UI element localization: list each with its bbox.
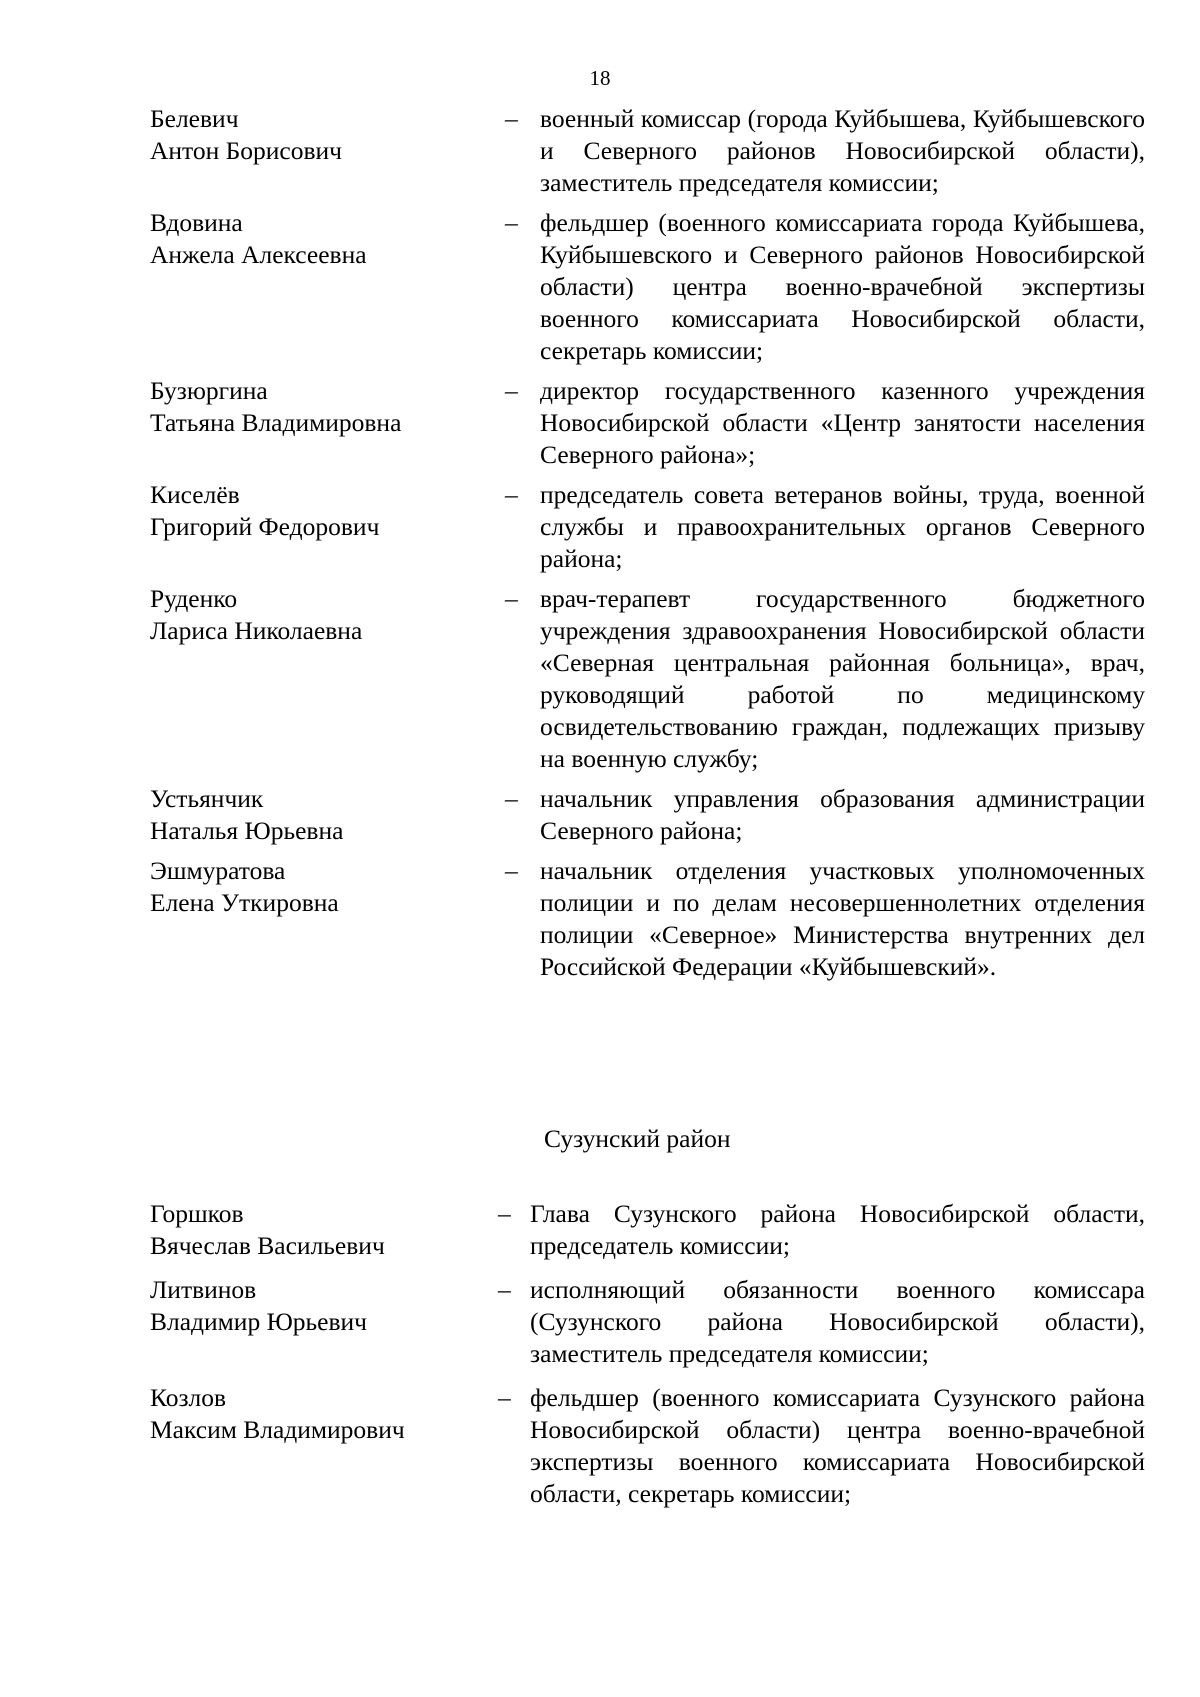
member-given-names: Григорий Федорович <box>150 512 380 541</box>
member-given-names: Лариса Николаевна <box>150 616 363 645</box>
member-name <box>150 375 480 439</box>
member-surname: Эшмуратова <box>150 856 286 885</box>
member-surname: Козлов <box>150 1383 227 1412</box>
member-surname: Бузюргина <box>150 376 268 405</box>
member-surname: Белевич <box>150 104 239 133</box>
member-entry <box>150 375 1150 471</box>
member-position: Глава Сузунского района Новосибирской области, председатель комиссии; <box>530 1199 1145 1260</box>
member-position: исполняющий обязанности военного комиссара (Сузунского района Новосибирской области), заместитель председателя комиссии; <box>530 1275 1145 1368</box>
dash-separator: – <box>505 856 518 885</box>
member-surname: Устьянчик <box>150 784 264 813</box>
dash-separator: – <box>505 480 518 509</box>
member-entry <box>150 783 1150 847</box>
member-name <box>150 1198 480 1262</box>
member-given-names: Анжела Алексеевна <box>150 240 367 269</box>
member-position: военный комиссар (города Куйбышева, Куйбышевского и Северного районов Новосибирской области), заместитель председателя комиссии; <box>540 104 1145 197</box>
member-surname: Горшков <box>150 1199 244 1228</box>
member-entry <box>150 583 1150 775</box>
member-given-names: Антон Борисович <box>150 136 343 165</box>
member-surname: Киселёв <box>150 480 240 509</box>
member-surname: Литвинов <box>150 1275 257 1304</box>
member-entry <box>150 1198 1150 1262</box>
member-name <box>150 1382 480 1446</box>
member-position: начальник отделения участковых уполномоченных полиции и по делам несовершеннолетних отделения полиции «Северное» Министерства внутренних дел Российской Федерации «Куйбышевский». <box>540 856 1145 981</box>
member-position: директор государственного казенного учреждения Новосибирской области «Центр занятости населения Северного района»; <box>540 376 1145 469</box>
dash-separator: – <box>498 1383 511 1412</box>
member-surname: Вдовина <box>150 208 243 237</box>
dash-separator: – <box>505 376 518 405</box>
member-name <box>150 479 480 543</box>
member-given-names: Максим Владимирович <box>150 1415 405 1444</box>
member-entry <box>150 207 1150 367</box>
member-entry <box>150 1274 1150 1370</box>
member-entry <box>150 855 1150 983</box>
dash-separator: – <box>498 1199 511 1228</box>
member-name <box>150 583 480 647</box>
page-number: 18 <box>589 66 611 90</box>
commission-list-northern-district <box>150 103 1150 983</box>
dash-separator: – <box>505 208 518 237</box>
member-name <box>150 1274 480 1338</box>
member-name <box>150 207 480 271</box>
member-name <box>150 103 480 167</box>
member-name <box>150 855 480 919</box>
member-given-names: Татьяна Владимировна <box>150 408 402 437</box>
section-heading: Сузунский район <box>544 1124 731 1153</box>
member-given-names: Елена Уткировна <box>150 888 339 917</box>
member-surname: Руденко <box>150 584 238 613</box>
dash-separator: – <box>498 1275 511 1304</box>
member-position: фельдшер (военного комиссариата города Куйбышева, Куйбышевского и Северного районов Новосибирской области) центра военно-врачебной экспертизы военного комиссариата Новосибирской области, секретарь комиссии; <box>540 208 1145 365</box>
member-position: фельдшер (военного комиссариата Сузунского района Новосибирской области) центра военно-врачебной экспертизы военного комиссариата Новосибирской области, секретарь комиссии; <box>530 1383 1145 1508</box>
member-given-names: Вячеслав Васильевич <box>150 1231 385 1260</box>
member-name <box>150 783 480 847</box>
member-position: врач-терапевт государственного бюджетного учреждения здравоохранения Новосибирской области «Северная центральная районная больница», врач, руководящий работой по медицинскому освидетельствованию граждан, подлежащих призыву на военную службу; <box>540 584 1145 773</box>
member-position: начальник управления образования администрации Северного района; <box>540 784 1145 845</box>
member-position: председатель совета ветеранов войны, труда, военной службы и правоохранительных органов Северного района; <box>540 480 1145 573</box>
member-entry <box>150 479 1150 575</box>
member-given-names: Владимир Юрьевич <box>150 1307 367 1336</box>
member-given-names: Наталья Юрьевна <box>150 816 344 845</box>
commission-list-suzun-district <box>150 1198 1150 1510</box>
member-entry <box>150 1382 1150 1510</box>
dash-separator: – <box>505 784 518 813</box>
dash-separator: – <box>505 584 518 613</box>
member-entry <box>150 103 1150 199</box>
dash-separator: – <box>505 104 518 133</box>
